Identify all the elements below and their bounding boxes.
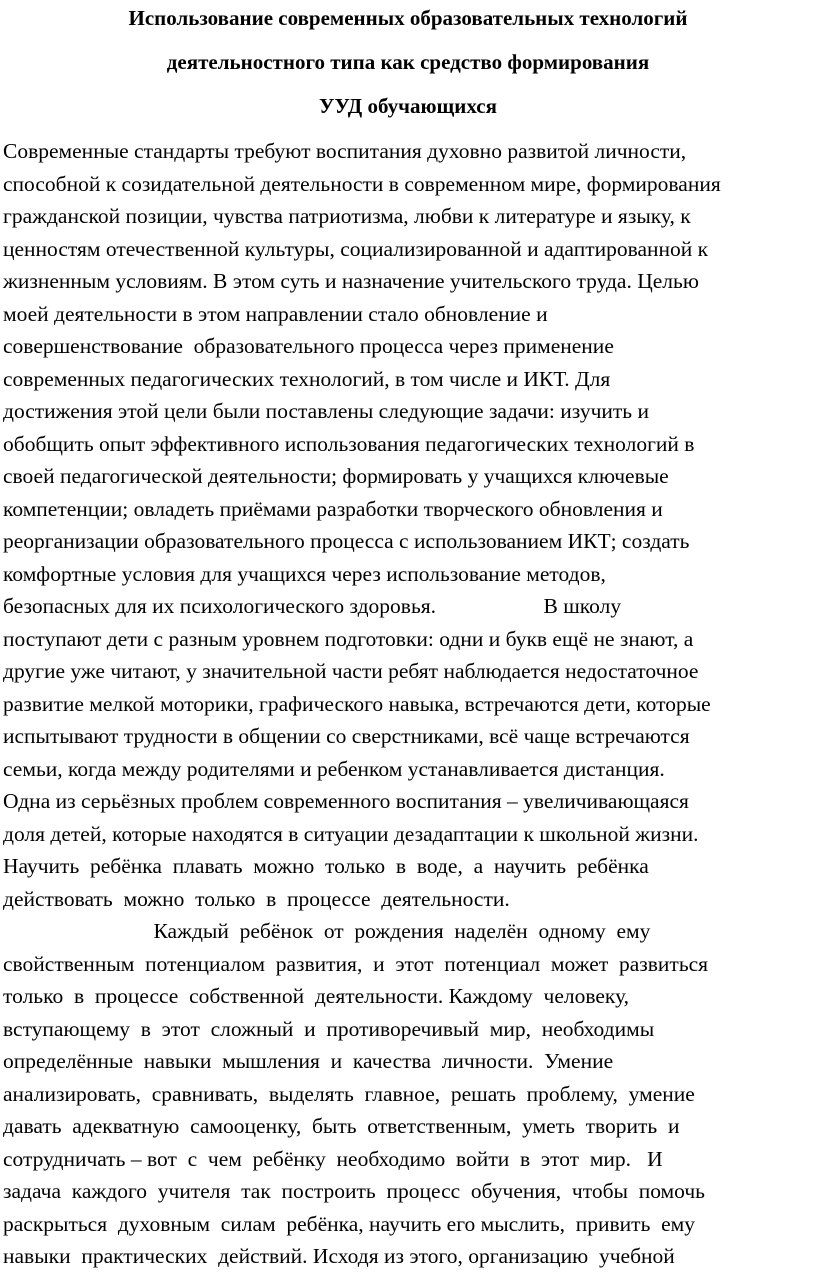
body-line: моей деятельности в этом направлении стало обновление и [3, 301, 548, 326]
body-line: испытывают трудности в общении со сверстниками, всё чаще встречаются [3, 724, 690, 748]
body-line: доля детей, которые находятся в ситуации дезадаптации к школьной жизни. [3, 821, 699, 846]
body-line: Научить ребёнка плавать можно только в воде, а научить ребёнка [3, 854, 649, 878]
body-line: определённые навыки мышления и качества личности. Умение [3, 1049, 614, 1073]
body-line: гражданской позиции, чувства патриотизма, любви к литературе и языку, к [3, 204, 691, 228]
body-line: раскрыться духовным силам ребёнка, научить его мыслить, привить ему [3, 1211, 696, 1236]
body-line: совершенствование образовательного процесса через применение [3, 334, 614, 358]
body-line: поступают дети с разным уровнем подготовки: одни и букв ещё не знают, а [3, 626, 694, 651]
body-line: способной к созидательной деятельности в современном мире, формирования [3, 171, 721, 196]
body-line: современных педагогических технологий, в том числе и ИКТ. Для [3, 366, 611, 391]
document-title-line-2: деятельностного типа как средство формирования [166, 50, 650, 74]
body-line: задача каждого учителя так построить процесс обучения, чтобы помочь [3, 1179, 705, 1203]
body-line: вступающему в этот сложный и противоречивый мир, необходимы [3, 1016, 655, 1041]
body-line: свойственным потенциалом развития, и этот потенциал может развиться [3, 951, 709, 976]
body-line: безопасных для их психологического здоровья. В школу [3, 594, 622, 618]
body-line: только в процессе собственной деятельности. Каждому человеку, [3, 984, 630, 1008]
body-line: комфортные условия для учащихся через использование методов, [3, 561, 606, 586]
body-line: развитие мелкой моторики, графического навыка, встречаются дети, которые [3, 691, 711, 716]
body-line: навыки практических действий. Исходя из этого, организацию учебной [3, 1244, 675, 1268]
body-line: достижения этой цели были поставлены следующие задачи: изучить и [3, 399, 649, 423]
body-line: анализировать, сравнивать, выделять главное, решать проблему, умение [3, 1081, 695, 1106]
body-line: давать адекватную самооценку, быть ответственным, уметь творить и [3, 1114, 680, 1138]
body-line: сотрудничать – вот с чем ребёнку необходимо войти в этот мир. И [3, 1146, 663, 1171]
body-line: своей педагогической деятельности; формировать у учащихся ключевые [3, 464, 669, 488]
body-line: Одна из серьёзных проблем современного воспитания – увеличивающаяся [3, 789, 689, 813]
document-body [3, 135, 815, 1273]
body-line: действовать можно только в процессе деятельности. [3, 886, 510, 911]
body-line: ценностям отечественной культуры, социализированной и адаптированной к [3, 236, 709, 261]
body-line: компетенции; овладеть приёмами разработки творческого обновления и [3, 496, 663, 521]
body-line: Каждый ребёнок от рождения наделён одному ему [3, 919, 651, 943]
body-line: жизненным условиям. В этом суть и назначение учительского труда. Целью [3, 269, 699, 293]
body-line: реорганизации образовательного процесса с использованием ИКТ; создать [3, 529, 690, 553]
body-line: семьи, когда между родителями и ребенком устанавливается дистанция. [3, 756, 665, 781]
document-title-line-1: Использование современных образовательных технологий [128, 6, 688, 30]
body-line: обобщить опыт эффективного использования педагогических технологий в [3, 431, 695, 456]
body-line: Современные стандарты требуют воспитания духовно развитой личности, [3, 139, 687, 163]
document-title-line-3: УУД обучающихся [319, 94, 497, 118]
body-line: другие уже читают, у значительной части ребят наблюдается недостаточное [3, 659, 699, 683]
